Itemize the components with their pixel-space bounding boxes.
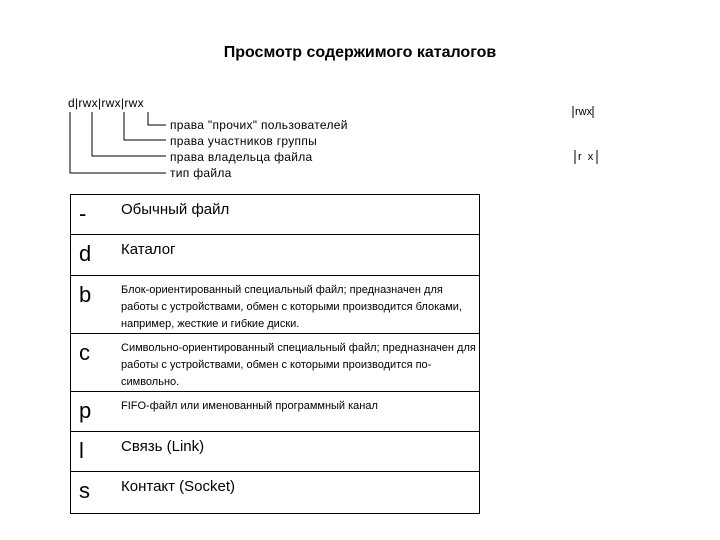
type-description: Символьно-ориентированный специальный файл; предназначен для работы с устройствами, обмен с которыми производится по-символьно. <box>117 334 480 392</box>
label-file-type: тип файла <box>170 166 232 180</box>
type-description: Каталог <box>117 235 480 276</box>
label-group-members: права участников группы <box>170 134 318 148</box>
type-description: Контакт (Socket) <box>117 472 480 514</box>
type-code: p <box>71 392 118 432</box>
type-code: l <box>71 432 118 472</box>
permission-string: d|rwx|rwx|rwx <box>68 96 144 110</box>
type-description: FIFO-файл или именованный программный канал <box>117 392 480 432</box>
table-row <box>71 276 480 334</box>
type-code: c <box>71 334 118 392</box>
connector-type <box>70 112 166 173</box>
connector-group <box>124 112 166 140</box>
type-code: d <box>71 235 118 276</box>
connector-owner <box>92 112 166 156</box>
file-types-table <box>70 194 480 514</box>
label-owner: права владельца файла <box>170 150 313 164</box>
table-row <box>71 392 480 432</box>
type-description: Связь (Link) <box>117 432 480 472</box>
diagram-connector-lines <box>62 92 622 192</box>
permission-diagram <box>62 92 622 192</box>
label-other-users: права "прочих" пользователей <box>170 118 348 132</box>
type-code: s <box>71 472 118 514</box>
table-row <box>71 334 480 392</box>
type-description: Блок-ориентированный специальный файл; предназначен для работы с устройствами, обмен с которыми производится блоками, например, жесткие и гибкие диски. <box>117 276 480 334</box>
connector-others <box>148 112 166 125</box>
rwx-box: rwx <box>575 106 593 118</box>
table-row <box>71 472 480 514</box>
page-title: Просмотр содержимого каталогов <box>223 44 497 61</box>
type-description: Обычный файл <box>117 195 480 235</box>
type-code: b <box>71 276 118 334</box>
table-row <box>71 432 480 472</box>
type-code: - <box>71 195 118 235</box>
table-row <box>71 235 480 276</box>
rx-box: r x <box>578 151 594 163</box>
table-row <box>71 195 480 235</box>
